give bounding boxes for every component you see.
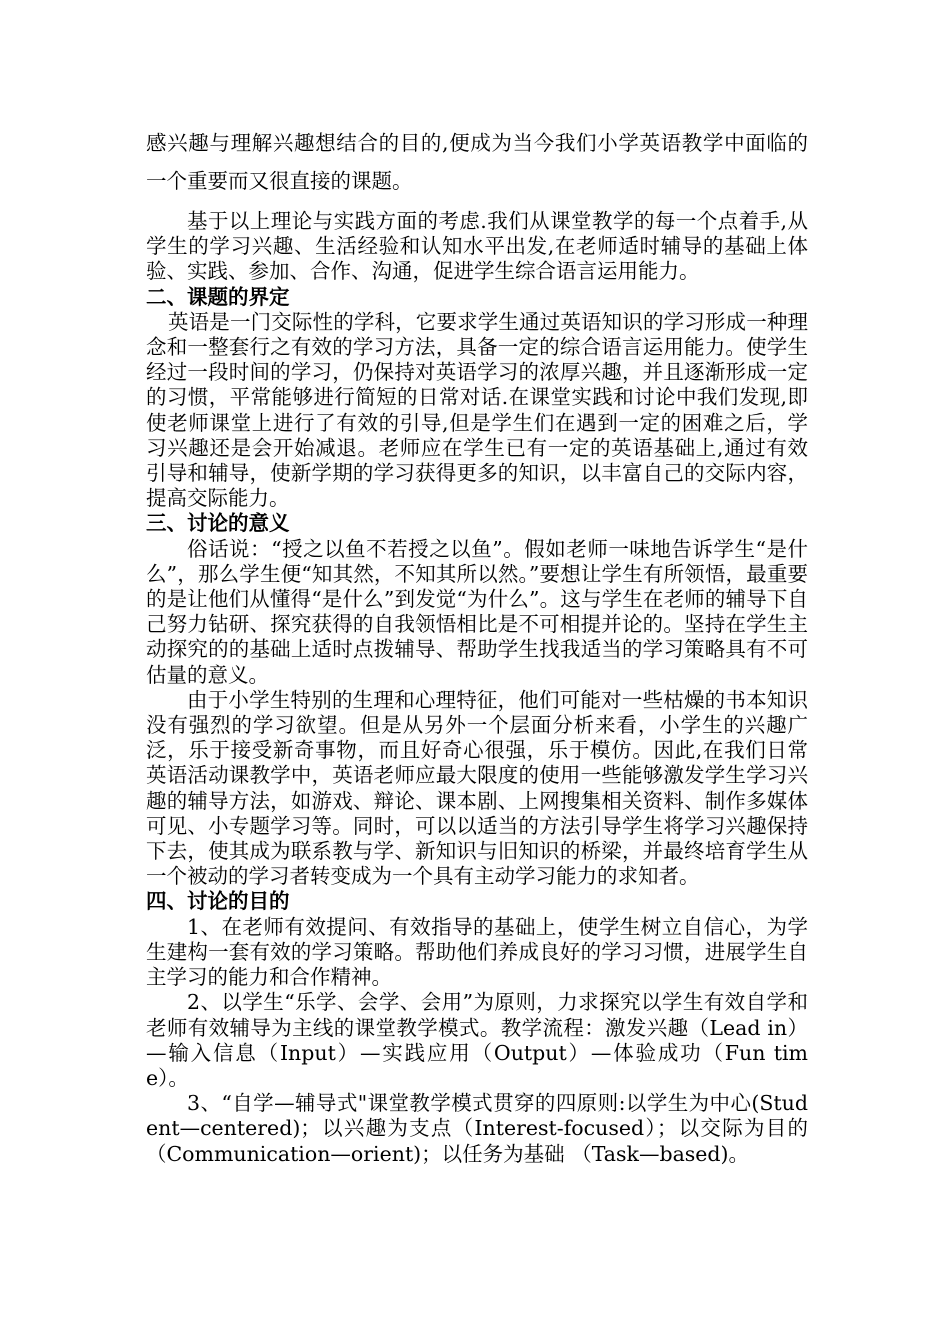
section-heading-significance: 三、讨论的意义: [146, 511, 290, 536]
purpose-item-2: 2、以学生“乐学、会学、会用”为原则，力求探究以学生有效自学和老师有效辅导为主线的课堂教学模式。教学流程：激发兴趣（Lead in）—输入信息（Input）—实践应用（Output）—体验成功（Fun time）。: [146, 990, 808, 1090]
basis-paragraph: 基于以上理论与实践方面的考虑.我们从课堂教学的每一个点着手,从学生的学习兴趣、生活经验和认知水平出发,在老师适时辅导的基础上体验、实践、参加、合作、沟通，促进学生综合语言运用能力。: [146, 209, 808, 284]
document-body: [146, 124, 808, 1167]
section-heading-purpose: 四、讨论的目的: [146, 889, 290, 914]
purpose-item-1: 1、在老师有效提问、有效指导的基础上，使学生树立自信心，为学生建构一套有效的学习策略。帮助他们养成良好的学习习惯，进展学生自主学习的能力和合作精神。: [146, 914, 808, 990]
section-heading-definition: 二、课题的界定: [146, 284, 290, 309]
definition-paragraph: 英语是一门交际性的学科，它要求学生通过英语知识的学习形成一种理念和一整套行之有效的学习方法，具备一定的综合语言运用能力。使学生经过一段时间的学习，仍保持对英语学习的浓厚兴趣，并且逐渐形成一定的习惯，平常能够进行简短的日常对话.在课堂实践和讨论中我们发现,即使老师课堂上进行了有效的引导,但是学生们在遇到一定的困难之后，学习兴趣还是会开始减退。老师应在学生已有一定的英语基础上,通过有效引导和辅导，使新学期的学习获得更多的知识，以丰富自己的交际内容，提高交际能力。: [146, 309, 808, 511]
purpose-item-3: 3、“自学—辅导式"课堂教学模式贯穿的四原则:以学生为中心(Student—centered)；以兴趣为支点（Interest-focused）；以交际为目的（Communication—orient)；以任务为基础 （Task—based)。: [146, 1091, 808, 1166]
significance-paragraph-2: 由于小学生特别的生理和心理特征，他们可能对一些枯燥的书本知识没有强烈的学习欲望。但是从另外一个层面分析来看，小学生的兴趣广泛，乐于接受新奇事物，而且好奇心很强，乐于模仿。因此,在我们日常英语活动课教学中，英语老师应最大限度的使用一些能够激发学生学习兴趣的辅导方法，如游戏、辩论、课本剧、上网搜集相关资料、制作多媒体可见、小专题学习等。同时，可以以适当的方法引导学生将学习兴趣保持下去，使其成为联系教与学、新知识与旧知识的桥梁，并最终培育学生从一个被动的学习者转变成为一个具有主动学习能力的求知者。: [146, 687, 808, 889]
significance-paragraph-1: 俗话说：“授之以鱼不若授之以鱼”。假如老师一味地告诉学生“是什么”，那么学生便“知其然，不知其所以然。”要想让学生有所领悟，最重要的是让他们从懂得“是什么”到发觉“为什么”。这与学生在老师的辅导下自己努力钻研、探究获得的自我领悟相比是不可相提并论的。坚持在学生主动探究的的基础上适时点拨辅导、帮助学生找我适当的学习策略具有不可估量的意义。: [146, 536, 808, 687]
intro-paragraph: 感兴趣与理解兴趣想结合的目的,便成为当今我们小学英语教学中面临的一个重要而又很直接的课题。: [146, 131, 808, 193]
